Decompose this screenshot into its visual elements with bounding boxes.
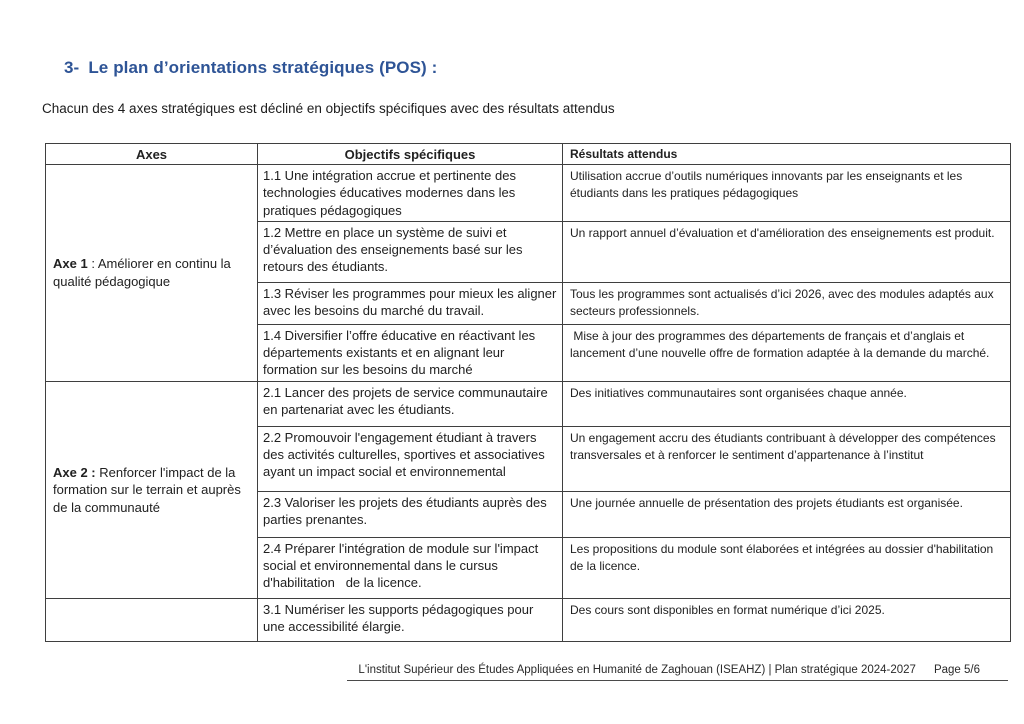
result-cell-3-1: Des cours sont disponibles en format numérique d’ici 2025. xyxy=(563,598,1011,641)
footer-institution-text: L'institut Supérieur des Études Appliquées en Humanité de Zaghouan (ISEAHZ) | Plan stratégique 2024-2027 xyxy=(358,664,916,676)
result-cell-2-2: Un engagement accru des étudiants contribuant à développer des compétences transversales et à renforcer le sentiment d’appartenance à l’institut xyxy=(563,426,1011,491)
page-footer xyxy=(347,664,1008,681)
result-cell-2-1: Des initiatives communautaires sont organisées chaque année. xyxy=(563,381,1011,426)
axe-2-cell xyxy=(46,381,258,598)
section-title-text: Le plan d’orientations stratégiques (POS) : xyxy=(88,58,438,77)
objective-cell-1-1: 1.1 Une intégration accrue et pertinente des technologies éducatives modernes dans les pratiques pédagogiques xyxy=(258,165,563,222)
column-header-resultats: Résultats attendus xyxy=(563,144,1011,165)
axe-2-label: Axe 2 : xyxy=(53,464,96,480)
result-cell-1-2: Un rapport annuel d’évaluation et d'amélioration des enseignements est produit. xyxy=(563,221,1011,282)
objective-cell-2-3: 2.3 Valoriser les projets des étudiants auprès des parties prenantes. xyxy=(258,491,563,537)
axe-1-description: : Améliorer en continu la qualité pédagogique xyxy=(53,256,231,289)
table-header-row xyxy=(46,144,1011,165)
page-title xyxy=(64,58,437,78)
result-cell-1-4: Mise à jour des programmes des départements de français et d’anglais et lancement d’une nouvelle offre de formation adaptée à la demande du marché. xyxy=(563,324,1011,381)
table-row xyxy=(46,598,1011,641)
axe-3-cell-empty xyxy=(46,598,258,641)
objective-cell-3-1: 3.1 Numériser les supports pédagogiques pour une accessibilité élargie. xyxy=(258,598,563,641)
objective-cell-1-2: 1.2 Mettre en place un système de suivi et d’évaluation des enseignements basé sur les retours des étudiants. xyxy=(258,221,563,282)
table-row xyxy=(46,381,1011,426)
result-cell-1-1: Utilisation accrue d’outils numériques innovants par les enseignants et les étudiants dans les pratiques pédagogiques xyxy=(563,165,1011,222)
strategic-plan-table xyxy=(45,143,1011,642)
axe-1-label: Axe 1 xyxy=(53,256,88,272)
result-cell-1-3: Tous les programmes sont actualisés d’ici 2026, avec des modules adaptés aux secteurs professionnels. xyxy=(563,282,1011,324)
objective-cell-1-3: 1.3 Réviser les programmes pour mieux les aligner avec les besoins du marché du travail. xyxy=(258,282,563,324)
objective-cell-2-1: 2.1 Lancer des projets de service communautaire en partenariat avec les étudiants. xyxy=(258,381,563,426)
intro-paragraph: Chacun des 4 axes stratégiques est décliné en objectifs spécifiques avec des résultats attendus xyxy=(42,101,615,116)
axe-1-cell xyxy=(46,165,258,382)
objective-cell-2-2: 2.2 Promouvoir l'engagement étudiant à travers des activités culturelles, sportives et associatives ayant un impact social et environnemental xyxy=(258,426,563,491)
table-row xyxy=(46,165,1011,222)
footer-page-number: Page 5/6 xyxy=(933,664,980,676)
column-header-axes: Axes xyxy=(46,144,258,165)
axe-2-description: Renforcer l'impact de la formation sur le terrain et auprès de la communauté xyxy=(53,464,241,515)
section-number: 3- xyxy=(64,58,80,77)
column-header-objectifs: Objectifs spécifiques xyxy=(258,144,563,165)
objective-cell-1-4: 1.4 Diversifier l’offre éducative en réactivant les départements existants et en alignant leur formation sur les besoins du marché xyxy=(258,324,563,381)
objective-cell-2-4: 2.4 Préparer l'intégration de module sur l'impact social et environnemental dans le cursus d'habilitation de la licence. xyxy=(258,537,563,598)
result-cell-2-3: Une journée annuelle de présentation des projets étudiants est organisée. xyxy=(563,491,1011,537)
result-cell-2-4: Les propositions du module sont élaborées et intégrées au dossier d'habilitation de la licence. xyxy=(563,537,1011,598)
